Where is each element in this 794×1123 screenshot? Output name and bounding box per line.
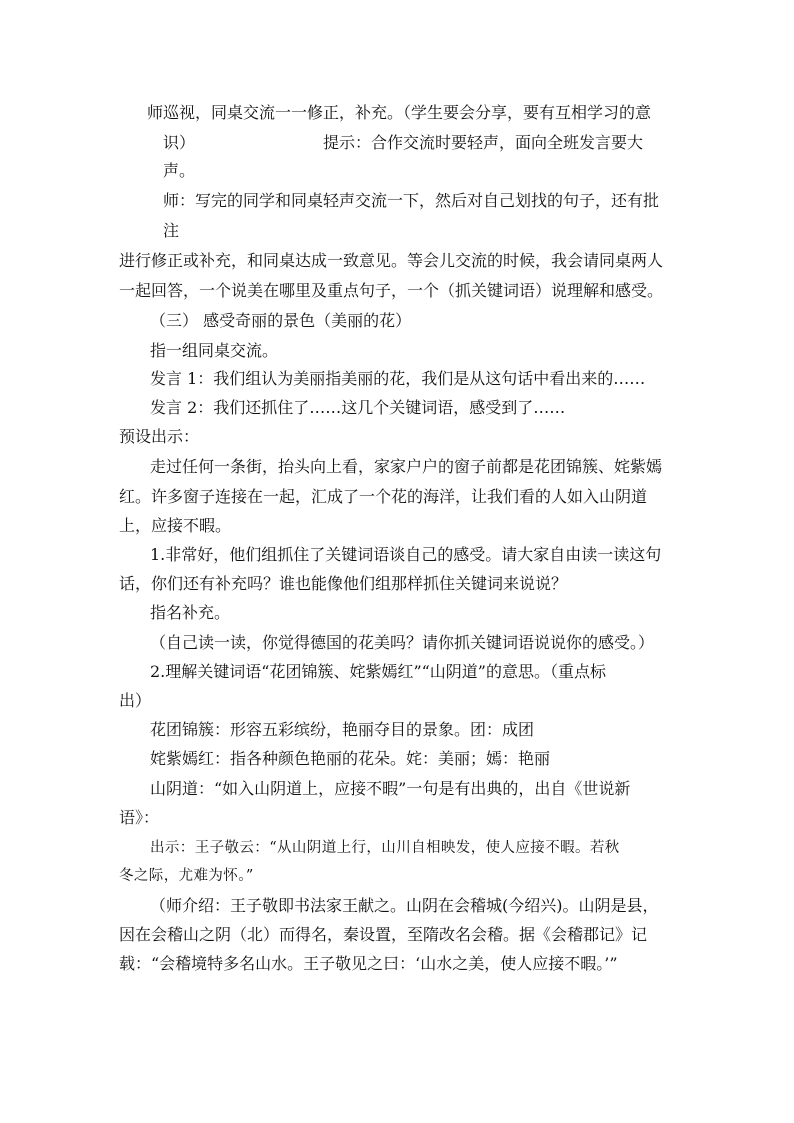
text-line: 发言 1：我们组认为美丽指美丽的花，我们是从这句话中看出来的…… <box>150 369 646 388</box>
text-line: 声。 <box>163 161 196 180</box>
text-line: 红。许多窗子连接在一起，汇成了一个花的海洋，让我们看的人如入山阴道 <box>119 487 648 506</box>
text-line: 指一组同桌交流。 <box>150 341 279 360</box>
text-line: 指名补充。 <box>150 603 231 622</box>
text-line: 花团锦簇：形容五彩缤纷，艳丽夺目的景象。团：成团 <box>150 720 535 739</box>
text-line: 山阴道：“如入山阴道上，应接不暇”一句是有出典的，出自《世说新 <box>150 779 631 798</box>
text-line: 载：“会稽境特多名山水。王子敬见之曰：‘山水之美，使人应接不暇。’” <box>119 954 618 973</box>
text-line: 发言 2：我们还抓住了……这几个关键词语，感受到了…… <box>150 398 566 417</box>
text-line: 预设出示： <box>119 427 200 446</box>
text-line: （师介绍：王子敬即书法家王献之。山阴在会稽城(今绍兴)。山阴是县， <box>150 896 659 915</box>
text-line: 注 <box>163 221 180 240</box>
text-line: （自己读一读，你觉得德国的花美吗？请你抓关键词语说说你的感受。） <box>150 633 655 652</box>
text-line: 姹紫嫣红：指各种颜色艳丽的花朵。姹：美丽；嫣：艳丽 <box>150 749 551 768</box>
text-line: 语》： <box>119 808 160 827</box>
text-line: 师：写完的同学和同桌轻声交流一下，然后对自己划找的句子，还有批 <box>163 191 660 210</box>
text-line: 出） <box>119 691 152 710</box>
text-line: 提示：合作交流时要轻声，面向全班发言要大 <box>323 133 644 152</box>
quote-line: 冬之际，尤难为怀。” <box>119 868 254 884</box>
quote-line: 出示：王子敬云：“从山阴道上行，山川自相映发，使人应接不暇。若秋 <box>150 840 620 856</box>
text-line: 2.理解关键词语“花团锦簇、姹紫嫣红”“山阴道”的意思。（重点标 <box>150 662 606 681</box>
text-line: 1.非常好，他们组抓住了关键词语谈自己的感受。请大家自由读一读这句 <box>150 545 662 564</box>
text-line: 进行修正或补充，和同桌达成一致意见。等会儿交流的时候，我会请同桌两人 <box>119 251 664 270</box>
text-line: 话，你们还有补充吗？谁也能像他们组那样抓住关键词来说说？ <box>119 574 568 593</box>
text-line: 一起回答，一个说美在哪里及重点句子，一个（抓关键词语）说理解和感受。 <box>119 281 664 300</box>
text-line: 识） <box>163 133 196 152</box>
text-line: 师巡视，同桌交流一一修正，补充。（学生要会分享，要有互相学习的意 <box>147 103 652 122</box>
text-line: 走过任何一条街，抬头向上看，家家户户的窗子前都是花团锦簇、姹紫嫣 <box>150 457 663 476</box>
text-line: 上，应接不暇。 <box>119 516 232 535</box>
section-heading: （三） 感受奇丽的景色（美丽的花） <box>150 311 412 330</box>
text-line: 因在会稽山之阴（北）而得名，秦设置，至隋改名会稽。据《会稽郡记》记 <box>119 925 648 944</box>
